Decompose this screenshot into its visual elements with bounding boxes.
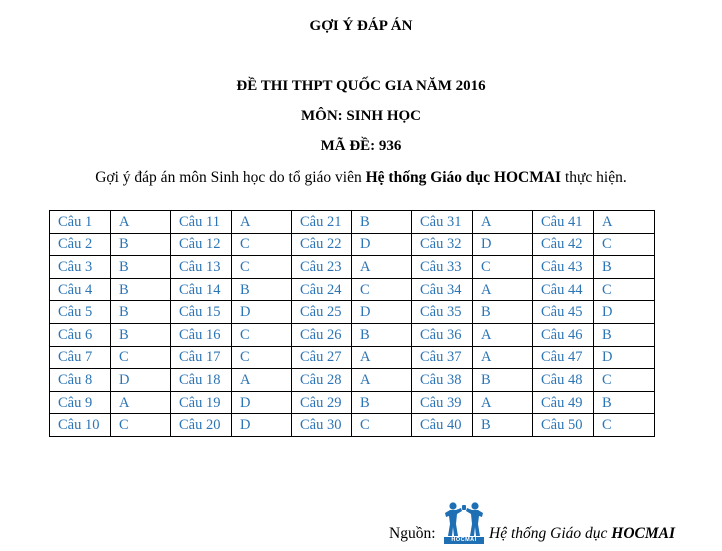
question-number: Câu 41 <box>533 211 594 234</box>
answer-letter: B <box>473 369 533 392</box>
question-number: Câu 1 <box>50 211 111 234</box>
answer-letter: C <box>594 278 655 301</box>
answer-letter: B <box>473 414 533 437</box>
answer-letter: A <box>473 391 533 414</box>
answer-letter: B <box>594 391 655 414</box>
intro-suffix: thực hiện. <box>561 169 627 186</box>
answer-letter: A <box>473 346 533 369</box>
answer-letter: A <box>111 211 171 234</box>
intro-paragraph <box>0 167 722 189</box>
question-number: Câu 17 <box>171 346 232 369</box>
answer-letter: D <box>352 301 412 324</box>
question-number: Câu 13 <box>171 256 232 279</box>
question-number: Câu 14 <box>171 278 232 301</box>
answer-letter: C <box>594 369 655 392</box>
answer-letter: C <box>594 233 655 256</box>
answer-letter: C <box>594 414 655 437</box>
question-number: Câu 32 <box>412 233 473 256</box>
answer-letter: B <box>473 301 533 324</box>
question-number: Câu 34 <box>412 278 473 301</box>
question-number: Câu 42 <box>533 233 594 256</box>
answer-letter: B <box>352 323 412 346</box>
question-number: Câu 11 <box>171 211 232 234</box>
question-number: Câu 25 <box>292 301 352 324</box>
answer-letter: A <box>232 211 292 234</box>
question-number: Câu 28 <box>292 369 352 392</box>
answer-letter: A <box>473 278 533 301</box>
exam-title: ĐỀ THI THPT QUỐC GIA NĂM 2016 <box>236 78 486 94</box>
question-number: Câu 39 <box>412 391 473 414</box>
question-number: Câu 47 <box>533 346 594 369</box>
question-number: Câu 50 <box>533 414 594 437</box>
source-org-prefix: Hệ thống Giáo dục <box>489 525 612 542</box>
question-number: Câu 21 <box>292 211 352 234</box>
source-org <box>489 525 675 543</box>
question-number: Câu 29 <box>292 391 352 414</box>
question-number: Câu 31 <box>412 211 473 234</box>
question-number: Câu 24 <box>292 278 352 301</box>
answer-letter: A <box>352 346 412 369</box>
answer-letter: C <box>232 323 292 346</box>
answer-letter: B <box>232 278 292 301</box>
question-number: Câu 38 <box>412 369 473 392</box>
answer-letter: B <box>594 323 655 346</box>
question-number: Câu 46 <box>533 323 594 346</box>
question-number: Câu 40 <box>412 414 473 437</box>
answer-letter: B <box>111 301 171 324</box>
question-number: Câu 30 <box>292 414 352 437</box>
answer-letter: D <box>111 369 171 392</box>
answer-row <box>50 233 655 256</box>
answer-letter: C <box>352 278 412 301</box>
question-number: Câu 8 <box>50 369 111 392</box>
people-icon <box>444 500 484 537</box>
question-number: Câu 45 <box>533 301 594 324</box>
hocmai-logo <box>444 500 484 544</box>
question-number: Câu 44 <box>533 278 594 301</box>
answer-letter: B <box>594 256 655 279</box>
answer-key-title: GỢI Ý ĐÁP ÁN <box>309 18 413 34</box>
question-number: Câu 23 <box>292 256 352 279</box>
question-number: Câu 7 <box>50 346 111 369</box>
answer-row <box>50 414 655 437</box>
answer-row <box>50 256 655 279</box>
subject-title: MÔN: SINH HỌC <box>301 108 421 124</box>
question-number: Câu 6 <box>50 323 111 346</box>
question-number: Câu 36 <box>412 323 473 346</box>
answer-letter: D <box>232 391 292 414</box>
question-number: Câu 2 <box>50 233 111 256</box>
question-number: Câu 48 <box>533 369 594 392</box>
answer-letter: C <box>352 414 412 437</box>
answer-table <box>49 210 655 437</box>
source-footer <box>0 522 722 546</box>
question-number: Câu 10 <box>50 414 111 437</box>
question-number: Câu 4 <box>50 278 111 301</box>
answer-letter: C <box>232 256 292 279</box>
answer-letter: B <box>111 256 171 279</box>
question-number: Câu 49 <box>533 391 594 414</box>
question-number: Câu 18 <box>171 369 232 392</box>
question-number: Câu 19 <box>171 391 232 414</box>
answer-letter: D <box>473 233 533 256</box>
answer-letter: A <box>232 369 292 392</box>
exam-code: MÃ ĐỀ: 936 <box>320 138 402 154</box>
answer-letter: D <box>594 301 655 324</box>
answer-letter: B <box>352 211 412 234</box>
answer-table-body <box>50 211 655 437</box>
question-number: Câu 43 <box>533 256 594 279</box>
question-number: Câu 12 <box>171 233 232 256</box>
answer-letter: A <box>473 211 533 234</box>
source-org-name: HOCMAI <box>611 525 676 542</box>
question-number: Câu 33 <box>412 256 473 279</box>
answer-letter: B <box>111 233 171 256</box>
answer-letter: C <box>111 414 171 437</box>
answer-letter: A <box>352 256 412 279</box>
answer-letter: C <box>232 346 292 369</box>
answer-row <box>50 346 655 369</box>
answer-letter: D <box>232 301 292 324</box>
answer-row <box>50 369 655 392</box>
answer-letter: B <box>111 278 171 301</box>
question-number: Câu 26 <box>292 323 352 346</box>
answer-letter: A <box>473 323 533 346</box>
answer-letter: A <box>352 369 412 392</box>
question-number: Câu 3 <box>50 256 111 279</box>
question-number: Câu 9 <box>50 391 111 414</box>
hocmai-logo-text: HOCMAI <box>444 537 484 544</box>
answer-letter: B <box>111 323 171 346</box>
answer-letter: D <box>352 233 412 256</box>
answer-letter: D <box>232 414 292 437</box>
question-number: Câu 37 <box>412 346 473 369</box>
answer-letter: C <box>111 346 171 369</box>
answer-letter: C <box>232 233 292 256</box>
intro-org-name: Hệ thống Giáo dục HOCMAI <box>365 169 562 186</box>
answer-row <box>50 323 655 346</box>
answer-letter: B <box>352 391 412 414</box>
source-label: Nguồn: <box>389 525 436 542</box>
question-number: Câu 27 <box>292 346 352 369</box>
answer-row <box>50 211 655 234</box>
answer-letter: A <box>111 391 171 414</box>
intro-prefix: Gợi ý đáp án môn Sinh học do tổ giáo viên <box>95 169 366 186</box>
answer-letter: A <box>594 211 655 234</box>
answer-letter: D <box>594 346 655 369</box>
answer-row <box>50 301 655 324</box>
answer-letter: C <box>473 256 533 279</box>
question-number: Câu 22 <box>292 233 352 256</box>
answer-row <box>50 278 655 301</box>
question-number: Câu 35 <box>412 301 473 324</box>
question-number: Câu 5 <box>50 301 111 324</box>
question-number: Câu 15 <box>171 301 232 324</box>
question-number: Câu 16 <box>171 323 232 346</box>
question-number: Câu 20 <box>171 414 232 437</box>
answer-row <box>50 391 655 414</box>
